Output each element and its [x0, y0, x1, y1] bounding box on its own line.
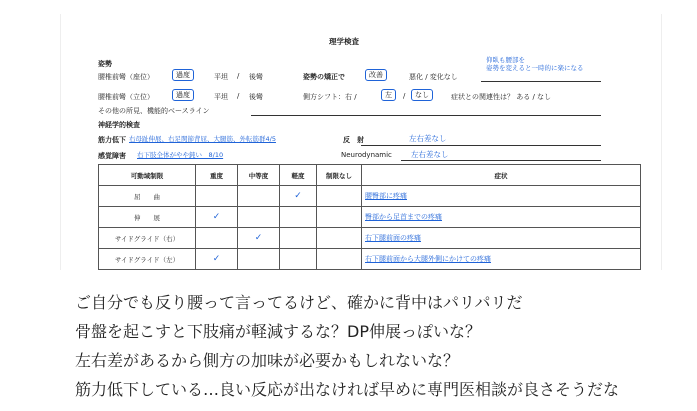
check-mark: ✓: [238, 228, 280, 249]
underline: [251, 115, 601, 116]
lordosis-sitting-opt2: 後彎: [249, 73, 263, 81]
row-label: 伸 展: [99, 207, 196, 228]
caption-line-4: 筋力低下している…良い反応が出なければ早めに専門医相談が良さそうだな: [75, 380, 620, 399]
check-mark: ✓: [280, 186, 317, 207]
symptom-text: 臀部から足首までの疼痛: [362, 207, 641, 228]
lateral-shift-label: 側方シフト：右 /: [303, 93, 357, 101]
sensory-value: 右下肢全体がやや鈍い 8/10: [137, 151, 224, 159]
lateral-shift-rest: 症状との関連性は？ ある / なし: [451, 93, 552, 101]
sensory-label: 感覚障害: [98, 152, 126, 160]
posture-heading: 姿勢: [98, 60, 112, 68]
table-header-row: [99, 165, 641, 186]
muscle-weakness-label: 筋力低下: [98, 136, 126, 144]
header-severe: 重度: [196, 165, 238, 186]
reflex-value: 左右差なし: [409, 134, 447, 143]
underline: [401, 160, 601, 161]
lateral-shift-circled-left: 左: [381, 89, 396, 101]
check-mark: [317, 207, 362, 228]
lordosis-sitting-circled: 過度: [172, 69, 194, 81]
assessment-form: [60, 14, 662, 270]
header-mild: 軽度: [280, 165, 317, 186]
header-rom: 可動域制限: [99, 165, 196, 186]
header-symptom: 症状: [362, 165, 641, 186]
lordosis-standing-opt2: 後彎: [249, 93, 263, 101]
check-mark: [196, 186, 238, 207]
neuro-heading: 神経学的検査: [98, 121, 140, 129]
underline: [361, 145, 601, 146]
correction-label: 姿勢の矯正で: [303, 73, 345, 81]
handwritten-note-2: 姿勢を変えると一時的に楽になる: [486, 64, 584, 72]
table-row: [99, 186, 641, 207]
check-mark: [280, 249, 317, 270]
lordosis-standing-opt1: 平坦: [214, 93, 228, 101]
correction-circled: 改善: [365, 69, 387, 81]
separator: /: [237, 72, 240, 80]
caption-line-3: 左右差があるから側方の加味が必要かもしれないな？: [75, 351, 460, 370]
check-mark: [238, 186, 280, 207]
check-mark: [317, 228, 362, 249]
check-mark: [238, 207, 280, 228]
header-none: 制限なし: [317, 165, 362, 186]
form-title: 理学検査: [329, 37, 359, 46]
other-findings-label: その他の所見、機能的ベースライン: [98, 107, 210, 115]
rom-table: [98, 164, 641, 270]
table-row: [99, 249, 641, 270]
check-mark: [317, 186, 362, 207]
check-mark: [280, 228, 317, 249]
lordosis-standing-circled: 過度: [172, 89, 194, 101]
table-row: [99, 228, 641, 249]
caption-line-2: 骨盤を起こすと下肢痛が軽減するな？DP伸展っぽいな？: [75, 322, 481, 341]
underline: [481, 81, 601, 82]
reflex-label: 反 射: [343, 136, 364, 144]
check-mark: [280, 207, 317, 228]
header-moderate: 中等度: [238, 165, 280, 186]
lordosis-standing-label: 腰椎前彎（立位）: [98, 93, 154, 101]
lordosis-sitting-label: 腰椎前彎（座位）: [98, 73, 154, 81]
check-mark: ✓: [196, 249, 238, 270]
row-label: 屈 曲: [99, 186, 196, 207]
check-mark: [317, 249, 362, 270]
caption-line-1: ご自分でも反り腰って言ってるけど、確かに背中はパリパリだ: [75, 293, 523, 312]
muscle-weakness-value: 右母趾伸展、右足関節背屈、大腿筋、外転筋群4/5: [129, 135, 276, 143]
row-label: サイドグライド（右）: [99, 228, 196, 249]
symptom-text: 右下腿前面の疼痛: [362, 228, 641, 249]
check-mark: [196, 228, 238, 249]
table-row: [99, 207, 641, 228]
separator: /: [403, 92, 406, 100]
separator: /: [237, 92, 240, 100]
row-label: サイドグライド（左）: [99, 249, 196, 270]
neurodynamic-value: 左右差なし: [411, 150, 449, 159]
handwritten-note-1: 仰臥も腰部を: [486, 56, 525, 64]
symptom-text: 右下腿前面から大腿外側にかけての疼痛: [362, 249, 641, 270]
correction-rest: 悪化 / 変化なし: [409, 73, 458, 81]
symptom-text: 腰臀部に疼痛: [362, 186, 641, 207]
neurodynamic-label: Neurodynamic: [341, 151, 392, 159]
check-mark: ✓: [196, 207, 238, 228]
check-mark: [238, 249, 280, 270]
lateral-shift-circled-none: なし: [411, 89, 433, 101]
lordosis-sitting-opt1: 平坦: [214, 73, 228, 81]
